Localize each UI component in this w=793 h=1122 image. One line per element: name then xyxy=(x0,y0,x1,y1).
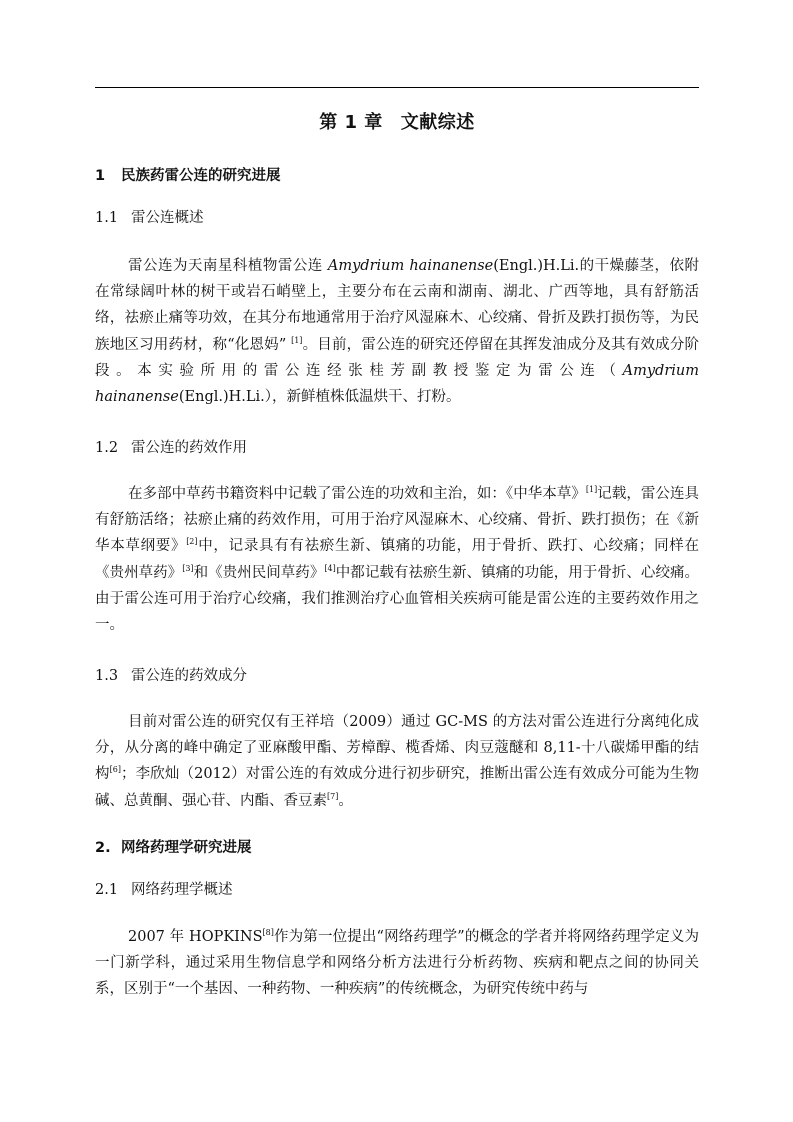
paragraph-efficacy: 在多部中草药书籍资料中记载了雷公连的功效和主治，如：《中华本草》[1]记载，雷公连具有舒筋活络；祛瘀止痛的药效作用，可用于治疗风湿麻木、心绞痛、骨折、跌打损伤；在《新华本草纲要》[2]中，记录具有有祛瘀生新、镇痛的功能，用于骨折、跌打、心绞痛；同样在《贵州草药》[3]和《贵州民间草药》[4]中都记载有祛瘀生新、镇痛的功能，用于骨折、心绞痛。由于雷公连可用于治疗心绞痛，我们推测治疗心血管相关疾病可能是雷公连的主要药效作用之一。 xyxy=(95,485,700,634)
paragraph-network-pharmacology: 2007 年 HOPKINS[8]作为第一位提出“网络药理学”的概念的学者并将网络药理学定义为一门新学科，通过采用生物信息学和网络分析方法进行分析药物、疾病和靶点之间的协同关系，区别于“一个基因、一种药物、一种疾病”的传统概念，为研究传统中药与 xyxy=(95,928,700,998)
section-heading-2: 2. 网络药理学研究进展 xyxy=(95,840,252,856)
citation: [7] xyxy=(327,791,339,801)
scientific-name: Amydrium hainanense xyxy=(327,258,494,274)
chapter-title xyxy=(95,108,699,134)
citation: [1] xyxy=(291,335,303,345)
header-rule xyxy=(95,87,699,88)
section-heading-2-1: 2.1 网络药理学概述 xyxy=(95,882,233,898)
paragraph-overview: 雷公连为天南星科植物雷公连 Amydrium hainanense(Engl.)H.Li.的干燥藤茎，依附在常绿阔叶林的树干或岩石峭壁上，主要分布在云南和湖南、湖北、广西等地，具有舒筋活络，祛瘀止痛等功效，在其分布地通常用于治疗风湿麻木、心绞痛、骨折及跌打损伤等，为民族地区习用药材，称“化恩妈” [1]。目前，雷公连的研究还停留在其挥发油成分及其有效成分阶段。本实验所用的雷公连经张桂芳副教授鉴定为雷公连（Amydrium hainanense(Engl.)H.Li.），新鲜植株低温烘干、打粉。 xyxy=(95,258,700,406)
citation: [2] xyxy=(186,537,198,547)
citation: [8] xyxy=(262,928,274,938)
scientific-name: Amydrium hainanense xyxy=(95,362,699,406)
paragraph-components: 目前对雷公连的研究仅有王祥培（2009）通过 GC-MS 的方法对雷公连进行分离纯化成分，从分离的峰中确定了亚麻酸甲酯、芳樟醇、榄香烯、肉豆蔻醚和 8,11-十八碳烯甲酯的结构[6]；李欣灿（2012）对雷公连的有效成分进行初步研究，推断出雷公连有效成分可能为生物碱、总黄酮、强心苷、内酯、香豆素[7]。 xyxy=(95,714,699,809)
section-heading-1: 1 民族药雷公连的研究进展 xyxy=(95,168,281,184)
section-heading-1-2: 1.2 雷公连的药效作用 xyxy=(95,440,247,456)
section-heading-1-1: 1.1 雷公连概述 xyxy=(95,210,204,226)
chapter-name: 文献综述 xyxy=(400,112,475,133)
citation: [6] xyxy=(109,765,121,775)
citation: [3] xyxy=(182,563,194,573)
citation: [1] xyxy=(585,485,598,495)
section-heading-1-3: 1.3 雷公连的药效成分 xyxy=(95,668,247,684)
chapter-number: 第 1 章 xyxy=(319,112,383,133)
citation: [4] xyxy=(324,563,336,573)
